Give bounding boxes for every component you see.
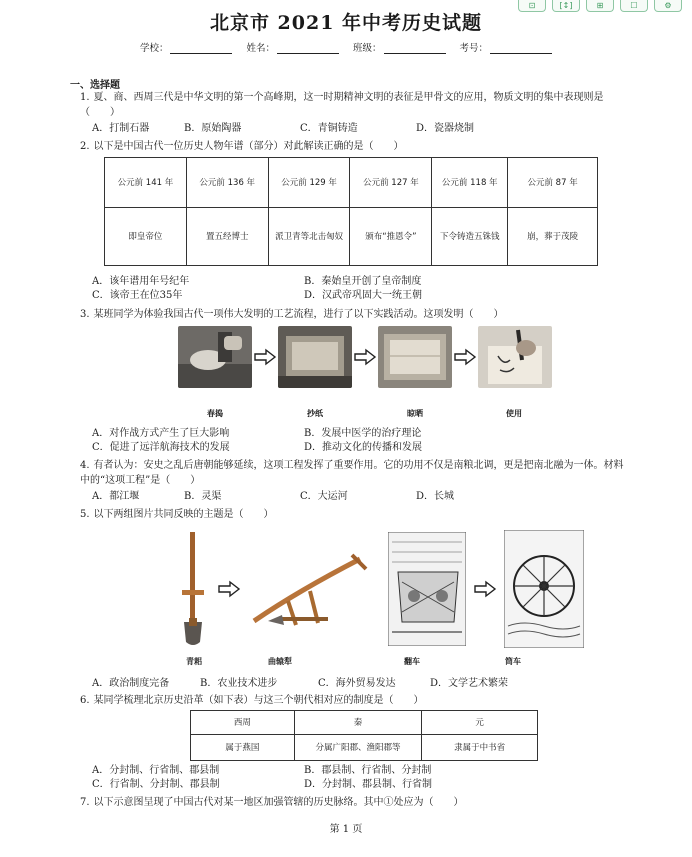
option-a[interactable]: A．该年谱用年号纪年 (92, 276, 190, 287)
arrow-right-icon (216, 580, 242, 598)
option-b[interactable]: B．灵渠 (184, 491, 222, 502)
table-cell: 公元前 129 年 (268, 158, 350, 208)
pounding-photo (178, 326, 252, 388)
question-4-options (92, 490, 526, 504)
option-b[interactable]: B．农业技术进步 (200, 678, 278, 689)
settings-icon[interactable]: ⚙ (654, 0, 682, 12)
table-cell: 隶属于中书省 (422, 735, 538, 761)
paper-lifting-photo (278, 326, 352, 388)
caption-using: 使用 (506, 409, 522, 418)
caption-lifting: 抄纸 (307, 409, 323, 418)
class-blank (384, 44, 446, 54)
page-title: 北京市 2021 年中考历史试题 (209, 12, 483, 34)
table-cell: 秦 (294, 711, 422, 735)
table-row (105, 158, 598, 208)
school-field (140, 40, 233, 54)
caption-water-wheel: 筒车 (505, 657, 521, 666)
option-c[interactable]: C．行省制、分封制、郡县制 (92, 779, 220, 790)
question-text: 某班同学为体验我国古代一项伟大发明的工艺流程，进行了以下实践活动。这项发明（ ） (93, 309, 504, 320)
option-d[interactable]: D．汉武帝巩固大一统王朝 (304, 290, 423, 301)
question-2-options (92, 275, 544, 303)
table-cell: 崩，葬于茂陵 (508, 208, 598, 266)
arrow-right-icon (352, 348, 378, 366)
student-info-line (0, 40, 692, 54)
arrow-right-icon (252, 348, 278, 366)
question-2 (80, 139, 630, 154)
grid-icon[interactable]: ⊞ (586, 0, 614, 12)
table-row (105, 208, 598, 266)
timeline-table (104, 157, 598, 266)
question-number: 6. (80, 695, 90, 706)
caption-drying: 晾晒 (407, 409, 423, 418)
table-cell: 西周 (191, 711, 295, 735)
table-cell: 公元前 127 年 (350, 158, 432, 208)
option-d[interactable]: D．文学艺术繁荣 (430, 678, 509, 689)
table-cell: 颁布“推恩令” (350, 208, 432, 266)
table-cell: 即皇帝位 (105, 208, 187, 266)
option-a[interactable]: A．政治制度完备 (92, 678, 170, 689)
arrow-right-icon (472, 580, 498, 598)
option-c[interactable]: C．促进了远洋航海技术的发展 (92, 442, 230, 453)
caption-pounding: 春捣 (207, 409, 223, 418)
writing-photo (478, 326, 552, 388)
class-label: 班级： (353, 43, 382, 54)
drying-photo (378, 326, 452, 388)
option-d[interactable]: D．分封制、郡县制、行省制 (304, 779, 433, 790)
water-wheel-drawing (504, 530, 584, 648)
question-5 (80, 507, 630, 522)
question-6 (80, 693, 630, 708)
question-3 (80, 307, 630, 322)
question-number: 5. (80, 509, 90, 520)
table-cell: 派卫青等北击匈奴 (268, 208, 350, 266)
table-cell: 元 (422, 711, 538, 735)
table-row (191, 735, 538, 761)
caption-pallet-chain: 翻车 (404, 657, 420, 666)
question-number: 1. (80, 92, 90, 103)
class-field (353, 40, 446, 54)
question-text: 某同学梳理北京历史沿革（如下表）与这三个朝代相对应的制度是（ ） (93, 695, 424, 706)
question-text: 夏、商、西周三代是中华文明的第一个高峰期，这一时期精神文明的表征是甲骨文的应用，物质文明的集中表现则是（ ） (80, 92, 604, 118)
question-4 (80, 458, 630, 488)
question-number: 4. (80, 460, 90, 471)
exam-number-field (460, 40, 553, 54)
question-number: 3. (80, 309, 90, 320)
table-cell: 公元前 136 年 (186, 158, 268, 208)
option-b[interactable]: B．原始陶器 (184, 123, 242, 134)
caption-spade: 青耜 (186, 657, 202, 666)
question-number: 2. (80, 141, 90, 152)
option-c[interactable]: C．海外贸易发达 (318, 678, 396, 689)
table-cell: 属于燕国 (191, 735, 295, 761)
option-d[interactable]: D．瓷器烧制 (416, 123, 475, 134)
school-label: 学校： (139, 43, 169, 54)
option-a[interactable]: A．对作战方式产生了巨大影响 (92, 428, 230, 439)
section-heading: 一、选择题 (70, 80, 120, 91)
curved-plough-drawing (248, 551, 370, 627)
option-a[interactable]: A．分封制、行省制、郡县制 (92, 765, 220, 776)
exam-number-label: 考号： (459, 43, 489, 54)
table-cell: 分属广阳郡、渔阳郡等 (294, 735, 422, 761)
option-c[interactable]: C．大运河 (300, 491, 348, 502)
option-d[interactable]: D．长城 (416, 491, 455, 502)
window-icon[interactable]: ☐ (620, 0, 648, 12)
name-field (246, 40, 339, 54)
option-b[interactable]: B．郡县制、行省制、分封制 (304, 765, 432, 776)
question-3-options (92, 427, 544, 455)
option-c[interactable]: C．青铜铸造 (300, 123, 358, 134)
school-blank (170, 44, 232, 54)
caption-curved-plough: 曲辕犁 (268, 657, 292, 666)
question-7 (80, 795, 630, 810)
question-5-options (92, 677, 550, 691)
exam-number-blank (490, 44, 552, 54)
option-b[interactable]: B．秦始皇开创了皇帝制度 (304, 276, 422, 287)
table-cell: 下令铸造五铢钱 (432, 208, 508, 266)
question-text: 以下是中国古代一位历史人物年谱（部分）对此解读正确的是（ ） (93, 141, 404, 152)
spade-tool-drawing (176, 530, 210, 648)
table-cell: 置五经博士 (186, 208, 268, 266)
question-1-options (92, 122, 526, 136)
question-6-options (92, 764, 544, 792)
name-blank (277, 44, 339, 54)
question-text: 以下示意图呈现了中国古代对某一地区加强管辖的历史脉络。其中①处应为（ ） (93, 797, 464, 808)
option-b[interactable]: B．发展中医学的治疗理论 (304, 428, 422, 439)
beijing-history-table (190, 710, 538, 761)
screenshot-icon[interactable]: ⊡ (518, 0, 546, 12)
resize-icon[interactable]: [↕] (552, 0, 580, 12)
page-number: 第 1 页 (329, 824, 363, 835)
option-c[interactable]: C．该帝王在位35年 (92, 290, 183, 301)
question-number: 7. (80, 797, 90, 808)
option-a[interactable]: A．都江堰 (92, 491, 140, 502)
question-text: 有者认为：安史之乱后唐朝能够延续，这项工程发挥了重要作用。它的功用不仅是南粮北调，更是把南北融为一体。材料中的“这项工程”是（ ） (80, 460, 624, 486)
option-a[interactable]: A．打制石器 (92, 123, 150, 134)
table-cell: 公元前 87 年 (508, 158, 598, 208)
table-cell: 公元前 118 年 (432, 158, 508, 208)
table-cell: 公元前 141 年 (105, 158, 187, 208)
arrow-right-icon (452, 348, 478, 366)
name-label: 姓名： (246, 43, 275, 54)
papermaking-image-row (178, 326, 552, 388)
question-1 (80, 90, 630, 120)
question-text: 以下两组图片共同反映的主题是（ ） (93, 509, 274, 520)
farming-tools-image-row (176, 530, 584, 648)
square-pallet-chain-drawing (388, 532, 466, 646)
table-row (191, 711, 538, 735)
option-d[interactable]: D．推动文化的传播和发展 (304, 442, 423, 453)
